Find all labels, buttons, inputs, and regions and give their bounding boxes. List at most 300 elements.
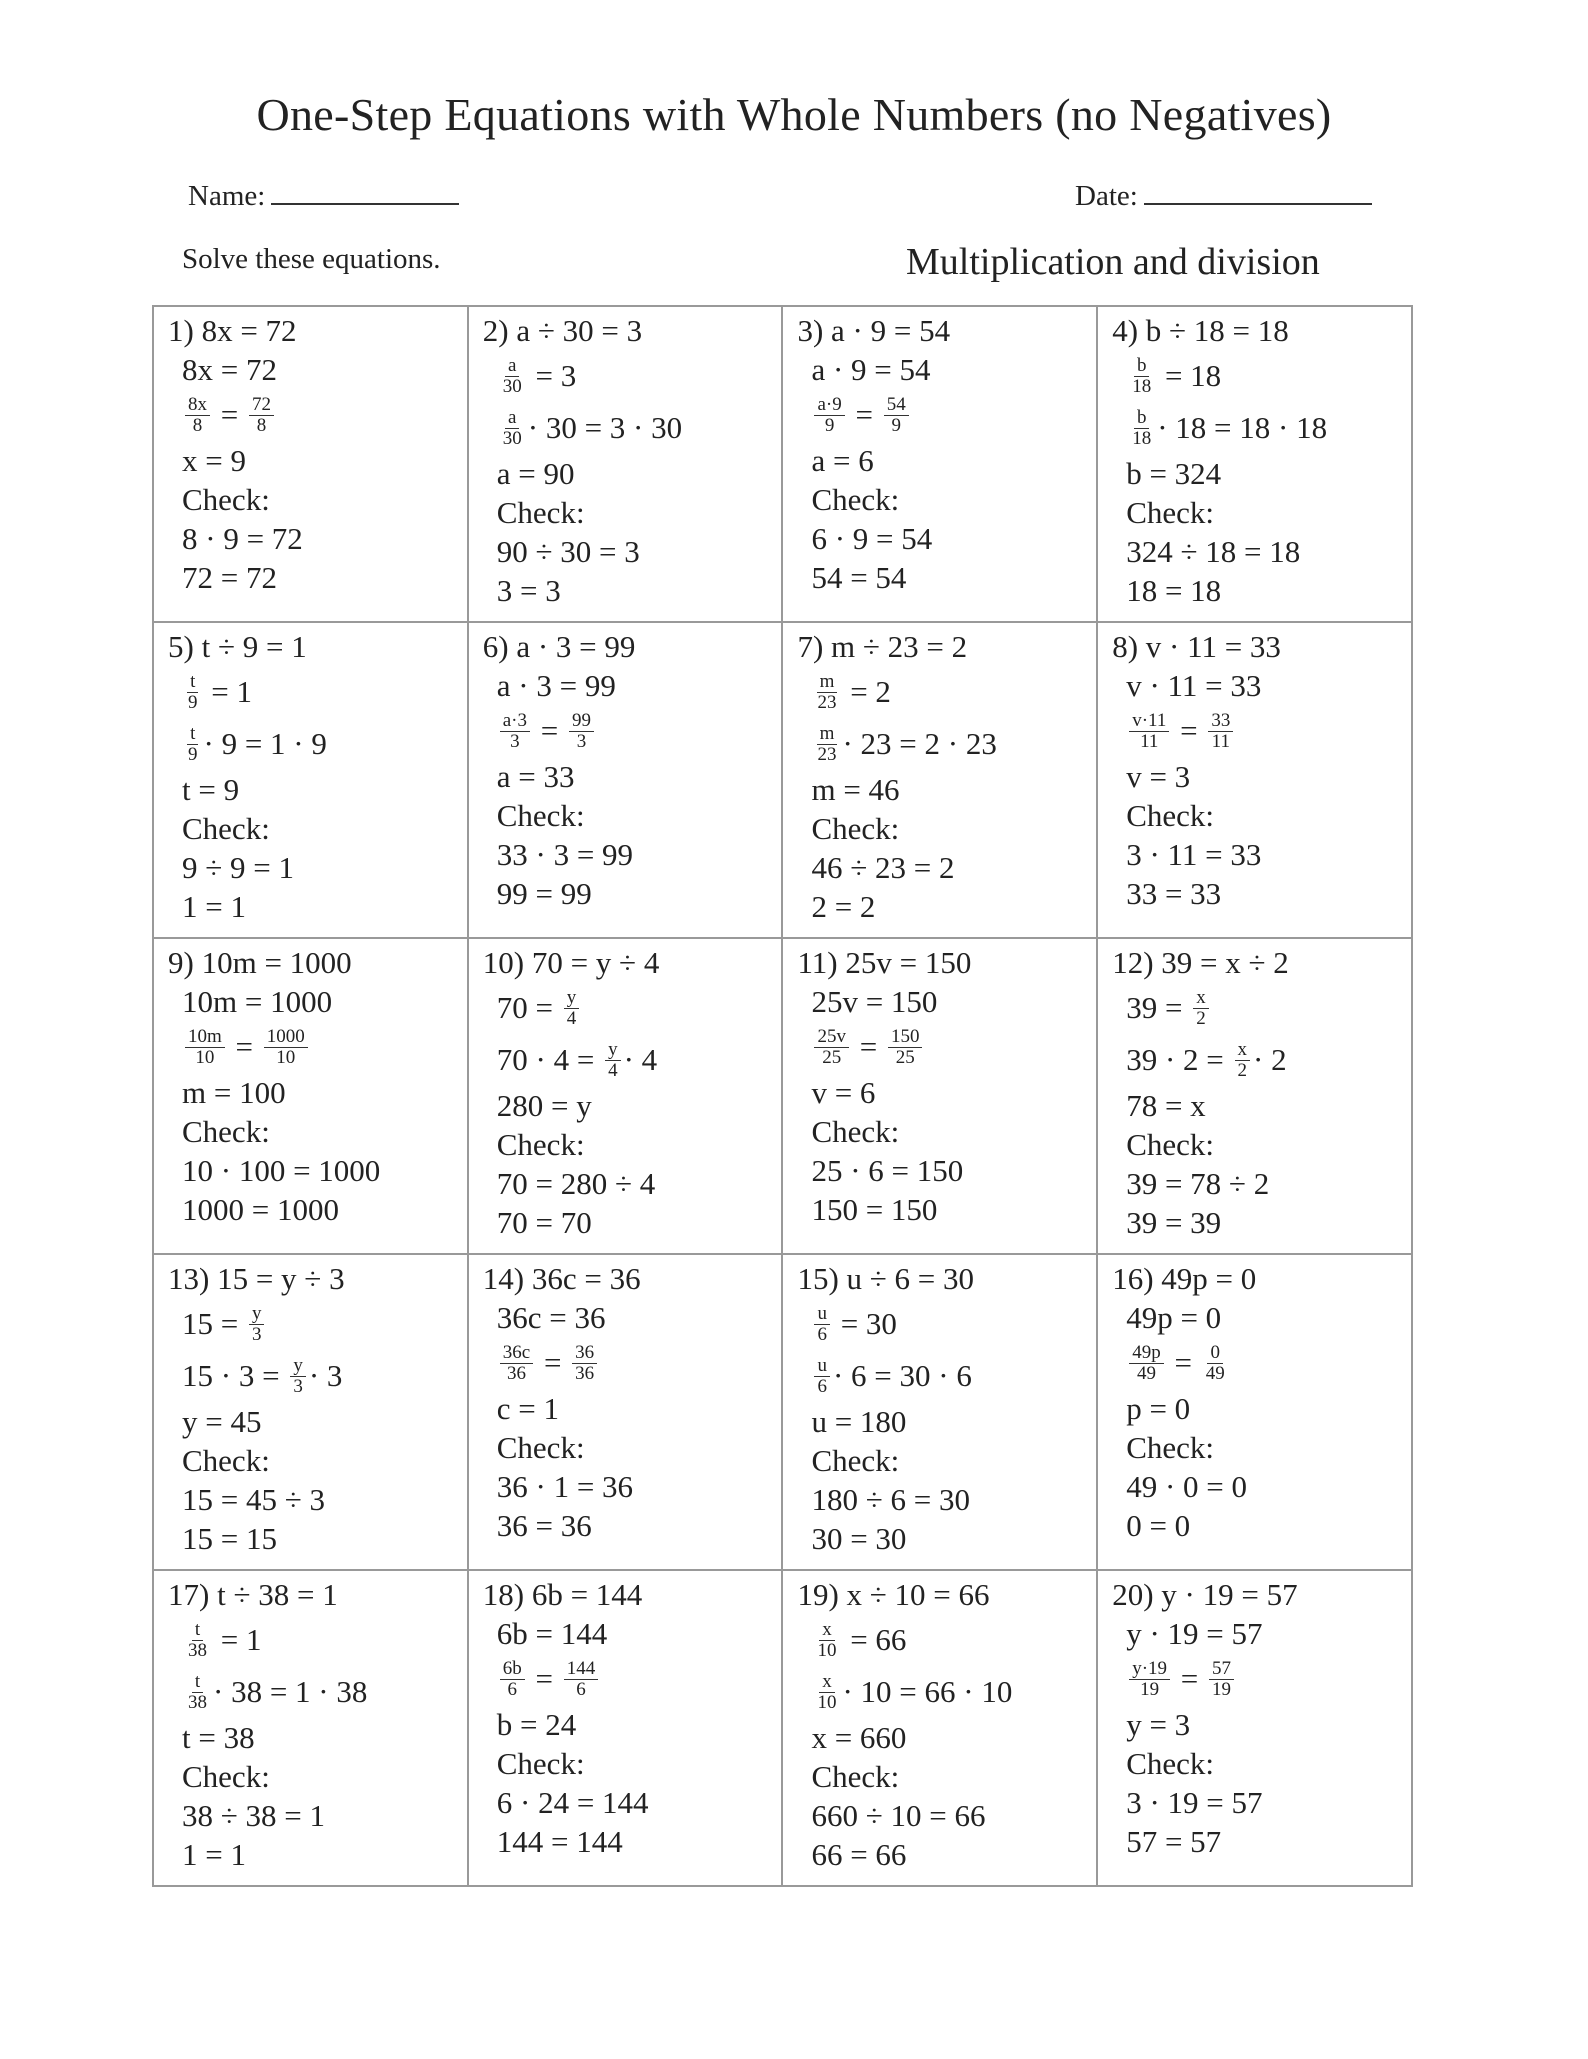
problem-number: 17) [168,1577,210,1612]
step-text: 36 = 36 [496,1508,592,1543]
solution-step [797,519,1082,558]
step-text: = [227,1029,261,1064]
step-text: 39 · 2 = [1126,1042,1232,1077]
label-spacer [194,943,202,982]
fraction-denominator: 8 [256,414,267,436]
step-text: = [527,1661,561,1696]
problem-statement [483,1575,768,1614]
fraction-denominator: 9 [891,414,901,436]
fraction [888,1027,923,1068]
fraction-numerator: b [1134,356,1150,377]
solution-step [483,1203,768,1242]
solution-step [168,809,453,848]
solution-step [168,1402,453,1441]
fraction-numerator: 1000 [264,1027,308,1048]
problem-statement [797,943,1082,982]
solution-step [168,1835,453,1874]
step-text: 72 = 72 [182,560,277,595]
problem-row [153,1570,1412,1886]
fraction [569,711,594,752]
step-text: p = 0 [1126,1391,1191,1426]
fraction-numerator: x [1193,988,1209,1009]
fraction-denominator: 30 [502,375,522,397]
solution-step [1112,757,1397,796]
problem-number: 5) [168,629,194,664]
fraction [1129,408,1154,449]
fraction-numerator: a·3 [500,711,530,732]
fraction-denominator: 25 [895,1046,915,1068]
fraction-denominator: 6 [576,1678,586,1700]
step-text: a = 6 [811,443,874,478]
problem-cell [782,622,1097,938]
step-text: = [851,1029,885,1064]
check-label: Check: [1126,1430,1215,1465]
fraction-numerator: 72 [249,395,274,416]
fraction-numerator: 33 [1208,711,1233,732]
solution-step [797,1718,1082,1757]
solution-step [483,705,768,757]
solution-step [1112,1783,1397,1822]
solution-step [483,1428,768,1467]
solution-step [1112,1164,1397,1203]
problem-number: 1) [168,313,194,348]
problem-cell [153,1570,468,1886]
problem-statement [797,1575,1082,1614]
label-spacer [524,943,532,982]
solution-step [168,389,453,441]
problem-cell [782,1254,1097,1570]
problem-number: 13) [168,1261,210,1296]
problem-statement [1112,627,1397,666]
problem-number: 11) [797,945,838,980]
step-text: 8 · 9 = 72 [182,521,303,556]
check-label: Check: [811,482,900,517]
step-text: 144 = 144 [496,1824,623,1859]
problem-cell [782,306,1097,622]
problem-statement [168,311,453,350]
label-spacer [1154,1575,1162,1614]
problem-cell [468,1254,783,1570]
step-text: 30 = 30 [811,1521,907,1556]
fraction-denominator: 49 [1205,1362,1225,1384]
problem-statement [483,1259,768,1298]
problem-number: 4) [1112,313,1139,348]
solution-step [483,1337,768,1389]
label-spacer [524,1575,532,1614]
solution-step [797,389,1082,441]
worksheet-title: One-Step Equations with Whole Numbers (no Negatives) [256,89,1332,140]
step-text: 15 = 15 [182,1521,277,1556]
solution-step [483,874,768,913]
label-spacer [524,1259,532,1298]
problem-number: 3) [797,313,824,348]
label-spacer [838,943,846,982]
step-text: 10m = 1000 [182,984,333,1019]
solution-step [168,350,453,389]
solution-step [168,519,453,558]
fraction [185,1620,210,1661]
step-text: 150 = 150 [811,1192,938,1227]
solution-step [483,1653,768,1705]
step-text: · 3 [308,1358,343,1393]
problem-cell [153,938,468,1254]
step-text: 3 = 3 [496,573,561,608]
fraction-denominator: 3 [576,730,587,752]
step-text: y · 19 = 57 [1126,1616,1263,1651]
step-text: · 38 = 1 · 38 [213,1674,368,1709]
check-label: Check: [182,482,270,517]
problem-equation: a · 3 = 99 [516,629,636,664]
solution-step [483,571,768,610]
step-text: = 30 [832,1306,897,1341]
fraction [249,1304,265,1345]
fraction [185,724,201,765]
fraction-denominator: 4 [566,1007,577,1029]
step-text: 39 = 39 [1126,1205,1222,1240]
fraction-denominator: 8 [192,414,203,436]
fraction [500,1343,533,1384]
date-blank[interactable] [1144,203,1372,205]
step-text: u = 180 [811,1404,907,1439]
solution-step [168,1441,453,1480]
step-text: y = 45 [182,1404,262,1439]
solution-step [168,1073,453,1112]
fraction [1209,1659,1234,1700]
fraction-numerator: x [819,1620,835,1641]
solution-step [797,480,1082,519]
label-spacer [209,1259,217,1298]
fraction [814,672,839,713]
fraction-numerator: a [505,356,519,377]
name-field[interactable] [188,180,459,213]
step-text: = 3 [527,358,577,393]
step-text: 180 ÷ 6 = 30 [811,1482,970,1517]
problem-number: 6) [482,629,509,664]
solution-step [1112,1337,1397,1389]
step-text: 15 · 3 = [182,1358,288,1393]
step-text: 15 = [182,1306,246,1341]
step-text: = [213,397,246,432]
step-text: = 1 [203,674,252,709]
solution-step [168,1718,453,1757]
solution-step [1112,350,1397,402]
problem-cell [468,306,783,622]
solution-step [797,1402,1082,1441]
check-label: Check: [182,1443,270,1478]
fraction-denominator: 23 [817,691,837,713]
fraction [1208,711,1233,752]
step-text: 8x = 72 [182,352,277,387]
step-text: c = 1 [496,1391,559,1426]
solution-step [1112,1705,1397,1744]
step-text: 660 ÷ 10 = 66 [811,1798,986,1833]
problem-equation: 39 = x ÷ 2 [1161,945,1289,980]
fraction-denominator: 10 [817,1639,837,1661]
solution-step [797,1073,1082,1112]
solution-step [797,809,1082,848]
problem-cell [468,1570,783,1886]
step-text: 324 ÷ 18 = 18 [1126,534,1301,569]
problem-equation: b ÷ 18 = 18 [1145,313,1289,348]
fraction [185,395,210,436]
step-text: 6 · 9 = 54 [811,521,933,556]
problem-statement [797,1259,1082,1298]
label-spacer [509,627,517,666]
step-text: v · 11 = 33 [1126,668,1262,703]
fraction [1193,988,1209,1029]
fraction-numerator: x [1235,1040,1251,1061]
solution-step [797,441,1082,480]
solution-step [483,454,768,493]
problems-table [152,305,1413,1887]
fraction [1129,356,1154,397]
solution-step [483,1705,768,1744]
solution-step [168,848,453,887]
problem-number: 15) [797,1261,839,1296]
fraction-denominator: 25 [822,1046,842,1068]
solution-step [797,1112,1082,1151]
step-text: · 2 [1253,1042,1287,1077]
check-label: Check: [811,1759,900,1794]
solution-step [483,1125,768,1164]
step-text: 36c = 36 [496,1300,606,1335]
fraction [814,1027,849,1068]
solution-step [797,1151,1082,1190]
fraction [814,1620,839,1661]
step-text: 49 · 0 = 0 [1126,1469,1248,1504]
fraction-denominator: 6 [817,1323,827,1345]
step-text: · 23 = 2 · 23 [842,726,997,761]
fraction-numerator: v·11 [1129,711,1169,732]
solution-step [797,666,1082,718]
fraction-numerator: m [817,724,838,745]
fraction-numerator: 36c [500,1343,533,1364]
problem-cell [1097,1254,1412,1570]
fraction-denominator: 11 [1211,730,1230,752]
solution-step [1112,666,1397,705]
step-text: 66 = 66 [811,1837,907,1872]
problem-equation: v · 11 = 33 [1145,629,1281,664]
solution-step [1112,1389,1397,1428]
problem-statement [1112,311,1397,350]
name-blank[interactable] [271,203,459,205]
solution-step [1112,1298,1397,1337]
solution-step [1112,402,1397,454]
step-text: x = 9 [182,443,246,478]
problem-row [153,622,1412,938]
fraction [814,1356,830,1397]
check-label: Check: [811,811,900,846]
problem-equation: 49p = 0 [1161,1261,1257,1296]
fraction-denominator: 2 [1237,1059,1248,1081]
problem-equation: t ÷ 9 = 1 [201,629,307,664]
problem-statement [1112,1575,1397,1614]
solution-step [797,1298,1082,1350]
fraction-denominator: 10 [276,1046,296,1068]
date-field[interactable] [1075,180,1372,213]
step-text: 18 = 18 [1126,573,1222,608]
problem-number: 20) [1112,1577,1154,1612]
step-text: 1000 = 1000 [182,1192,339,1227]
fraction [1235,1040,1251,1081]
solution-step [1112,1203,1397,1242]
fraction-numerator: y [564,988,580,1009]
solution-step [168,1112,453,1151]
step-text: 33 · 3 = 99 [496,837,634,872]
label-spacer [1138,627,1146,666]
problem-number: 12) [1112,945,1154,980]
fraction-denominator: 19 [1140,1678,1160,1700]
solution-step [1112,1506,1397,1545]
step-text: 6b = 144 [496,1616,608,1651]
solution-step [483,796,768,835]
date-label: Date: [1075,180,1138,212]
fraction [500,1659,525,1700]
solution-step [483,1783,768,1822]
problem-number: 9) [168,945,194,980]
solution-step [483,1298,768,1337]
problem-statement [797,627,1082,666]
solution-step [483,1164,768,1203]
solution-step [797,1480,1082,1519]
step-text: 70 = [496,990,561,1025]
fraction-numerator: 0 [1207,1343,1223,1364]
step-text: = [847,397,881,432]
solution-step [797,887,1082,926]
fraction [185,672,201,713]
solution-step [483,835,768,874]
step-text: x = 660 [811,1720,907,1755]
fraction [185,1027,225,1068]
problem-number: 19) [797,1577,839,1612]
solution-step [483,532,768,571]
solution-step [1112,1653,1397,1705]
problem-cell [782,1570,1097,1886]
check-label: Check: [811,1443,900,1478]
problem-statement [1112,1259,1397,1298]
step-text: v = 3 [1126,759,1191,794]
problem-number: 7) [797,629,824,664]
solution-step [797,1441,1082,1480]
label-spacer [509,311,517,350]
problem-statement [1112,943,1397,982]
step-text: = [533,713,566,748]
fraction-numerator: 10m [185,1027,225,1048]
problem-statement [483,943,768,982]
solution-step [168,1519,453,1558]
step-text: 15 = 45 ÷ 3 [182,1482,325,1517]
step-text: = 18 [1157,358,1222,393]
label-spacer [823,311,831,350]
problem-equation: a · 9 = 54 [831,313,951,348]
label-spacer [1154,1259,1162,1298]
fraction-denominator: 18 [1132,427,1152,449]
problem-cell [153,306,468,622]
fraction-denominator: 30 [502,427,522,449]
step-text: 25v = 150 [811,984,938,1019]
step-text: = [1173,1661,1207,1696]
solution-step [797,1190,1082,1229]
problem-statement [483,311,768,350]
check-label: Check: [1126,1127,1215,1162]
fraction-numerator: u [814,1356,830,1377]
instructions: Solve these equations. [182,243,441,275]
step-text: b = 24 [496,1707,577,1742]
problem-cell [1097,306,1412,622]
step-text: 70 = 280 ÷ 4 [496,1166,656,1201]
step-text: 57 = 57 [1126,1824,1222,1859]
fraction-numerator: t [192,1672,203,1693]
step-text: 38 ÷ 38 = 1 [182,1798,325,1833]
problem-equation: a ÷ 30 = 3 [516,313,643,348]
fraction [249,395,274,436]
problem-row [153,1254,1412,1570]
solution-step [1112,493,1397,532]
solution-step [1112,982,1397,1034]
fraction [605,1040,621,1081]
step-text: 90 ÷ 30 = 3 [496,534,640,569]
check-label: Check: [496,1430,585,1465]
problem-number: 14) [482,1261,525,1296]
solution-step [1112,1467,1397,1506]
solution-step [1112,454,1397,493]
fraction-numerator: 49p [1129,1343,1164,1364]
step-text: 39 = 78 ÷ 2 [1126,1166,1270,1201]
step-text: 3 · 11 = 33 [1126,837,1262,872]
problem-equation: 25v = 150 [845,945,972,980]
step-text: 39 = [1126,990,1191,1025]
solution-step [168,1021,453,1073]
step-text: = [1166,1345,1200,1380]
solution-step [1112,1034,1397,1086]
fraction [564,988,580,1029]
fraction [264,1027,308,1068]
step-text: 99 = 99 [496,876,592,911]
fraction-denominator: 23 [817,743,837,765]
fraction-numerator: m [817,672,838,693]
label-spacer [194,627,202,666]
solution-step [483,350,768,402]
fraction-numerator: 57 [1209,1659,1234,1680]
problem-statement [168,1259,453,1298]
check-label: Check: [182,811,270,846]
solution-step [797,770,1082,809]
step-text: 36 · 1 = 36 [496,1469,634,1504]
check-label: Check: [496,1127,585,1162]
solution-step [168,1666,453,1718]
step-text: = [536,1345,570,1380]
check-label: Check: [1126,798,1215,833]
label-spacer [839,1575,847,1614]
label-spacer [194,311,202,350]
step-text: = 1 [213,1622,262,1657]
solution-step [1112,1086,1397,1125]
solution-step [483,1034,768,1086]
step-text: 10 · 100 = 1000 [182,1153,381,1188]
check-label: Check: [182,1759,270,1794]
solution-step [1112,796,1397,835]
solution-step [797,1666,1082,1718]
fraction-numerator: 6b [500,1659,525,1680]
solution-step [797,1796,1082,1835]
fraction-numerator: t [192,1620,203,1641]
problem-equation: t ÷ 38 = 1 [217,1577,338,1612]
fraction-denominator: 18 [1132,375,1152,397]
fraction [814,1672,839,1713]
problem-equation: 70 = y ÷ 4 [531,945,660,980]
fraction [564,1659,599,1700]
fraction-denominator: 2 [1196,1007,1206,1029]
